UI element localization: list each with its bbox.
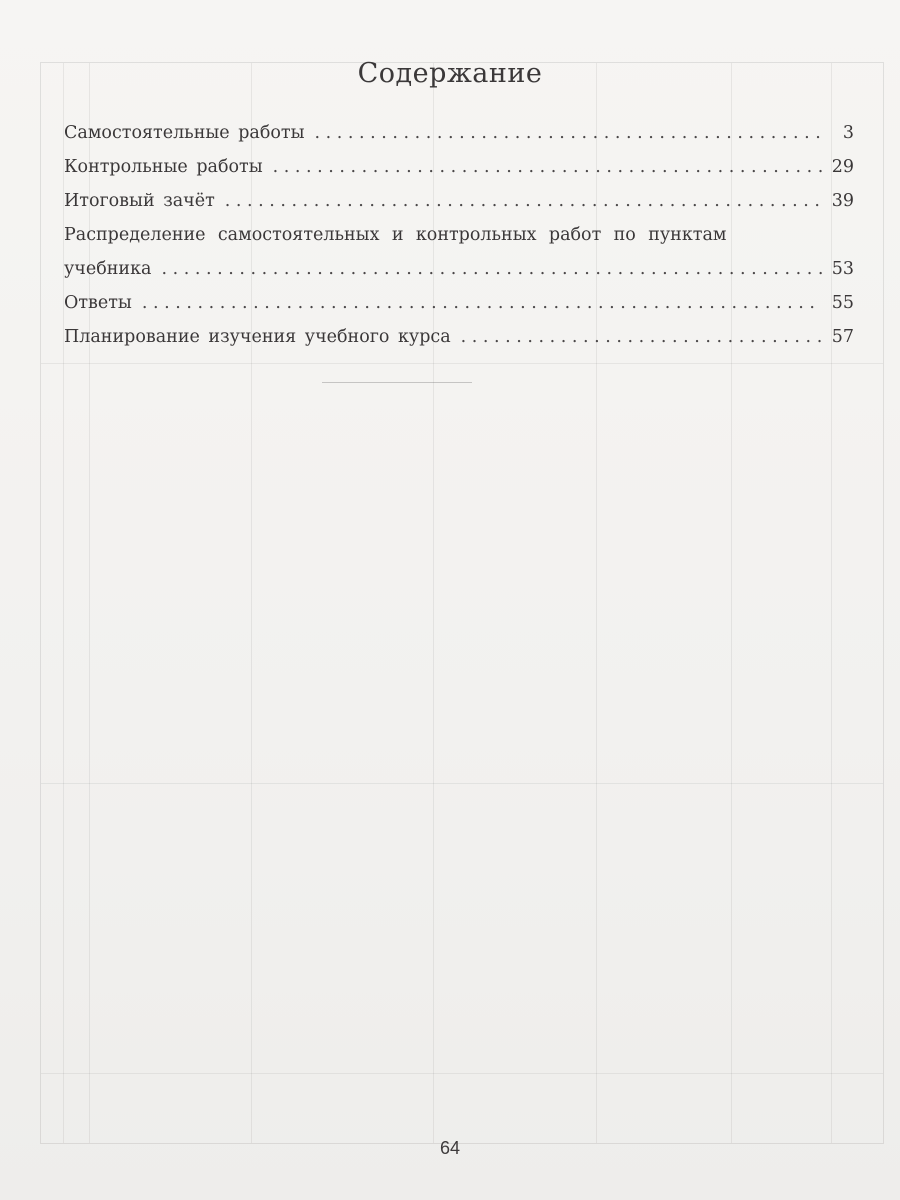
toc-entry-control-works[interactable]	[64, 150, 854, 184]
toc-entry-independent-works[interactable]	[64, 116, 854, 150]
toc-entry-label: Контрольные работы	[64, 157, 263, 177]
toc-entry-final-test[interactable]	[64, 184, 854, 218]
toc-page-number: 39	[831, 191, 854, 211]
toc-page-number: 55	[831, 293, 854, 313]
toc-entry-distribution[interactable]	[64, 218, 854, 286]
toc-entry-label: Итоговый зачёт	[64, 191, 215, 211]
toc-entry-label: Самостоятельные работы	[64, 123, 305, 143]
toc-entry-label: Ответы	[64, 293, 132, 313]
toc-entry-course-planning[interactable]	[64, 320, 854, 354]
toc-leader-dots	[225, 184, 822, 218]
toc-entry-answers[interactable]	[64, 286, 854, 320]
toc-leader-dots	[461, 320, 822, 354]
toc-entry-label: Планирование изучения учебного курса	[64, 327, 451, 347]
toc-page-number: 3	[842, 123, 854, 143]
toc-page-number: 53	[831, 259, 854, 279]
toc-leader-dots	[161, 252, 822, 286]
table-of-contents	[64, 116, 854, 354]
toc-entry-label-line1: Распределение самостоятельных и контрольных работ по пунктам	[64, 225, 727, 245]
page-number: 64	[439, 1138, 461, 1158]
toc-page-number: 29	[831, 157, 854, 177]
toc-leader-dots	[315, 116, 822, 150]
toc-page-number: 57	[831, 327, 854, 347]
toc-leader-dots	[273, 150, 822, 184]
toc-entry-label-line2: учебника	[64, 259, 152, 279]
section-divider	[322, 382, 472, 383]
page-title: Содержание	[357, 58, 543, 89]
toc-leader-dots	[142, 286, 822, 320]
